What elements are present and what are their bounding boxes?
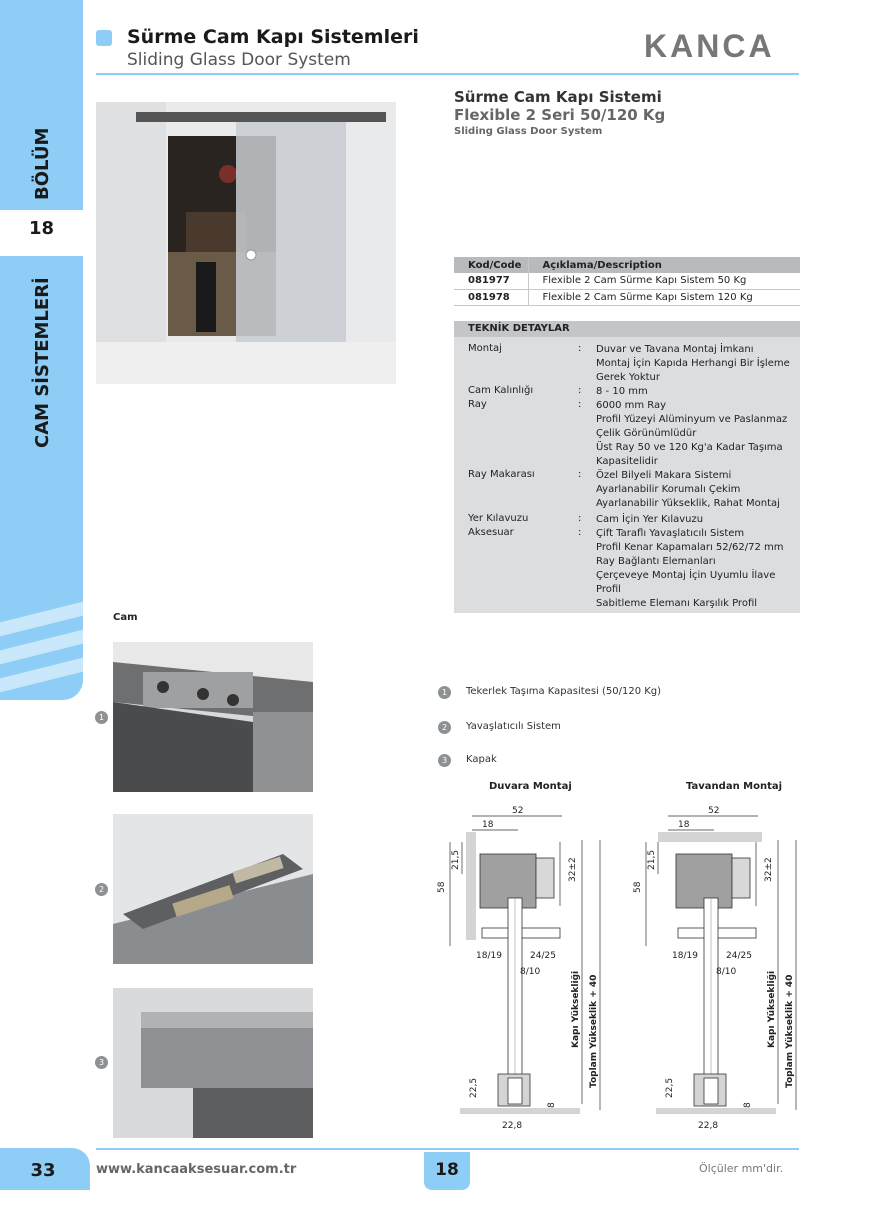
- table-header-row: [454, 257, 800, 273]
- dim-8: 8: [743, 1102, 753, 1108]
- code-cell: 081977: [454, 273, 528, 289]
- legend-text: Yavaşlatıcılı Sistem: [466, 721, 561, 732]
- tech-line: Çerçeveye Montaj İçin Uyumlu İlave: [596, 570, 776, 581]
- tech-value: [596, 513, 796, 527]
- brand-logo: KANCA: [644, 28, 775, 64]
- dim-24-25: 24/25: [726, 951, 752, 961]
- dim-22-5: 22,5: [469, 1077, 479, 1098]
- detail-photo-2: [113, 814, 313, 964]
- door-height-label: Kapı Yüksekliği: [571, 970, 581, 1048]
- description-cell: Flexible 2 Cam Sürme Kapı Sistem 50 Kg: [528, 273, 800, 289]
- tech-key: Aksesuar: [468, 527, 514, 538]
- dim-58: 58: [633, 881, 643, 893]
- tech-colon: :: [578, 513, 582, 524]
- tech-key: Cam Kalınlığı: [468, 385, 534, 396]
- detail-photo-3: [113, 988, 313, 1138]
- dim-8: 8: [547, 1102, 557, 1108]
- legend-number: 1: [438, 686, 451, 699]
- dim-8-10: 8/10: [520, 967, 541, 977]
- dim-52: 52: [708, 806, 720, 816]
- section-number: 18: [28, 218, 55, 239]
- tech-value: [596, 527, 796, 611]
- dim-24-25: 24/25: [530, 951, 556, 961]
- tech-line: Kapasitelidir: [596, 456, 658, 467]
- description-header: Açıklama/Description: [528, 257, 800, 273]
- page-title: Sürme Cam Kapı Sistemleri: [127, 26, 419, 48]
- table-row: [454, 273, 800, 289]
- tech-line: Cam İçin Yer Kılavuzu: [596, 514, 704, 525]
- legend-number: 3: [438, 754, 451, 767]
- dim-22-8: 22,8: [502, 1121, 523, 1131]
- website-link[interactable]: www.kancaaksesuar.com.tr: [96, 1162, 297, 1177]
- legend-text: Tekerlek Taşıma Kapasitesi (50/120 Kg): [466, 686, 662, 697]
- technical-details-heading: TEKNİK DETAYLAR: [454, 321, 800, 337]
- code-header: Kod/Code: [454, 257, 528, 273]
- tech-line: Ayarlanabilir Yükseklik, Rahat Montaj: [596, 498, 780, 509]
- detail-photo-1: [113, 642, 313, 792]
- callout-3: 3: [95, 1056, 108, 1069]
- product-title: Sürme Cam Kapı Sistemi: [454, 88, 662, 106]
- callout-1: 1: [95, 711, 108, 724]
- code-table: [454, 257, 800, 306]
- tech-line: Çift Taraflı Yavaşlatıcılı Sistem: [596, 528, 745, 539]
- tech-value: [596, 399, 796, 469]
- dim-18: 18: [482, 820, 494, 830]
- cam-label: Cam: [113, 612, 138, 623]
- legend-text: Kapak: [466, 754, 497, 765]
- section-label: BÖLÜM: [32, 127, 53, 200]
- code-cell: 081978: [454, 289, 528, 305]
- door-height-label: Kapı Yüksekliği: [767, 970, 777, 1048]
- tech-key: Ray: [468, 399, 487, 410]
- product-subtitle: Sliding Glass Door System: [454, 126, 603, 137]
- tech-line: Ayarlanabilir Korumalı Çekim: [596, 484, 741, 495]
- tech-key: Yer Kılavuzu: [468, 513, 529, 524]
- description-cell: Flexible 2 Cam Sürme Kapı Sistem 120 Kg: [528, 289, 800, 305]
- footer-divider: [96, 1148, 799, 1150]
- tech-value: [596, 343, 796, 385]
- tech-line: Profil: [596, 584, 621, 595]
- total-height-label: Toplam Yükseklik + 40: [589, 974, 599, 1088]
- dim-18: 18: [678, 820, 690, 830]
- dim-8-10: 8/10: [716, 967, 737, 977]
- tech-line: Sabitleme Elemanı Karşılık Profil: [596, 598, 758, 609]
- header-divider: [96, 73, 799, 75]
- tech-line: Gerek Yoktur: [596, 372, 660, 383]
- dim-52: 52: [512, 806, 524, 816]
- tech-key: Ray Makarası: [468, 469, 535, 480]
- sidebar: [0, 0, 86, 1214]
- tech-line: Profil Kenar Kapamaları 52/62/72 mm: [596, 542, 784, 553]
- units-note: Ölçüler mm'dir.: [699, 1162, 784, 1175]
- technical-drawings: [432, 798, 812, 1138]
- dim-22-8: 22,8: [698, 1121, 719, 1131]
- total-height-label: Toplam Yükseklik + 40: [785, 974, 795, 1088]
- tech-line: Özel Bilyeli Makara Sistemi: [596, 470, 732, 481]
- tech-key: Montaj: [468, 343, 502, 354]
- dim-18-19: 18/19: [672, 951, 698, 961]
- tech-line: Üst Ray 50 ve 120 Kg'a Kadar Taşıma: [596, 442, 783, 453]
- page-number: 33: [30, 1160, 56, 1181]
- callout-2: 2: [95, 883, 108, 896]
- dim-58: 58: [437, 881, 447, 893]
- dim-18-19: 18/19: [476, 951, 502, 961]
- product-series: Flexible 2 Seri 50/120 Kg: [454, 106, 666, 124]
- tech-line: 8 - 10 mm: [596, 386, 648, 397]
- tech-colon: :: [578, 399, 582, 410]
- dim-22-5: 22,5: [665, 1077, 675, 1098]
- category-label: CAM SİSTEMLERİ: [32, 277, 53, 448]
- legend-number: 2: [438, 721, 451, 734]
- footer-page-number: 18: [435, 1160, 459, 1180]
- ceiling-mount-title: Tavandan Montaj: [686, 781, 783, 792]
- tech-colon: :: [578, 469, 582, 480]
- tech-colon: :: [578, 385, 582, 396]
- technical-details: [454, 321, 800, 613]
- dim-21-5: 21,5: [647, 849, 657, 870]
- wall-mount-title: Duvara Montaj: [489, 781, 572, 792]
- tech-colon: :: [578, 343, 582, 354]
- tech-value: [596, 469, 796, 511]
- tech-line: 6000 mm Ray: [596, 400, 667, 411]
- tech-line: Ray Bağlantı Elemanları: [596, 556, 716, 567]
- tech-line: Profil Yüzeyi Alüminyum ve Paslanmaz: [596, 414, 788, 425]
- product-photo: [96, 102, 396, 384]
- tech-value: [596, 385, 796, 399]
- table-row: [454, 289, 800, 305]
- dim-21-5: 21,5: [451, 849, 461, 870]
- tech-colon: :: [578, 527, 582, 538]
- dim-32: 32±2: [568, 857, 578, 882]
- page-subtitle: Sliding Glass Door System: [127, 50, 351, 70]
- dim-32: 32±2: [764, 857, 774, 882]
- tech-line: Montaj İçin Kapıda Herhangi Bir İşleme: [596, 358, 790, 369]
- tech-line: Çelik Görünümlüdür: [596, 428, 697, 439]
- tech-line: Duvar ve Tavana Montaj İmkanı: [596, 344, 754, 355]
- header-marker: [96, 30, 112, 46]
